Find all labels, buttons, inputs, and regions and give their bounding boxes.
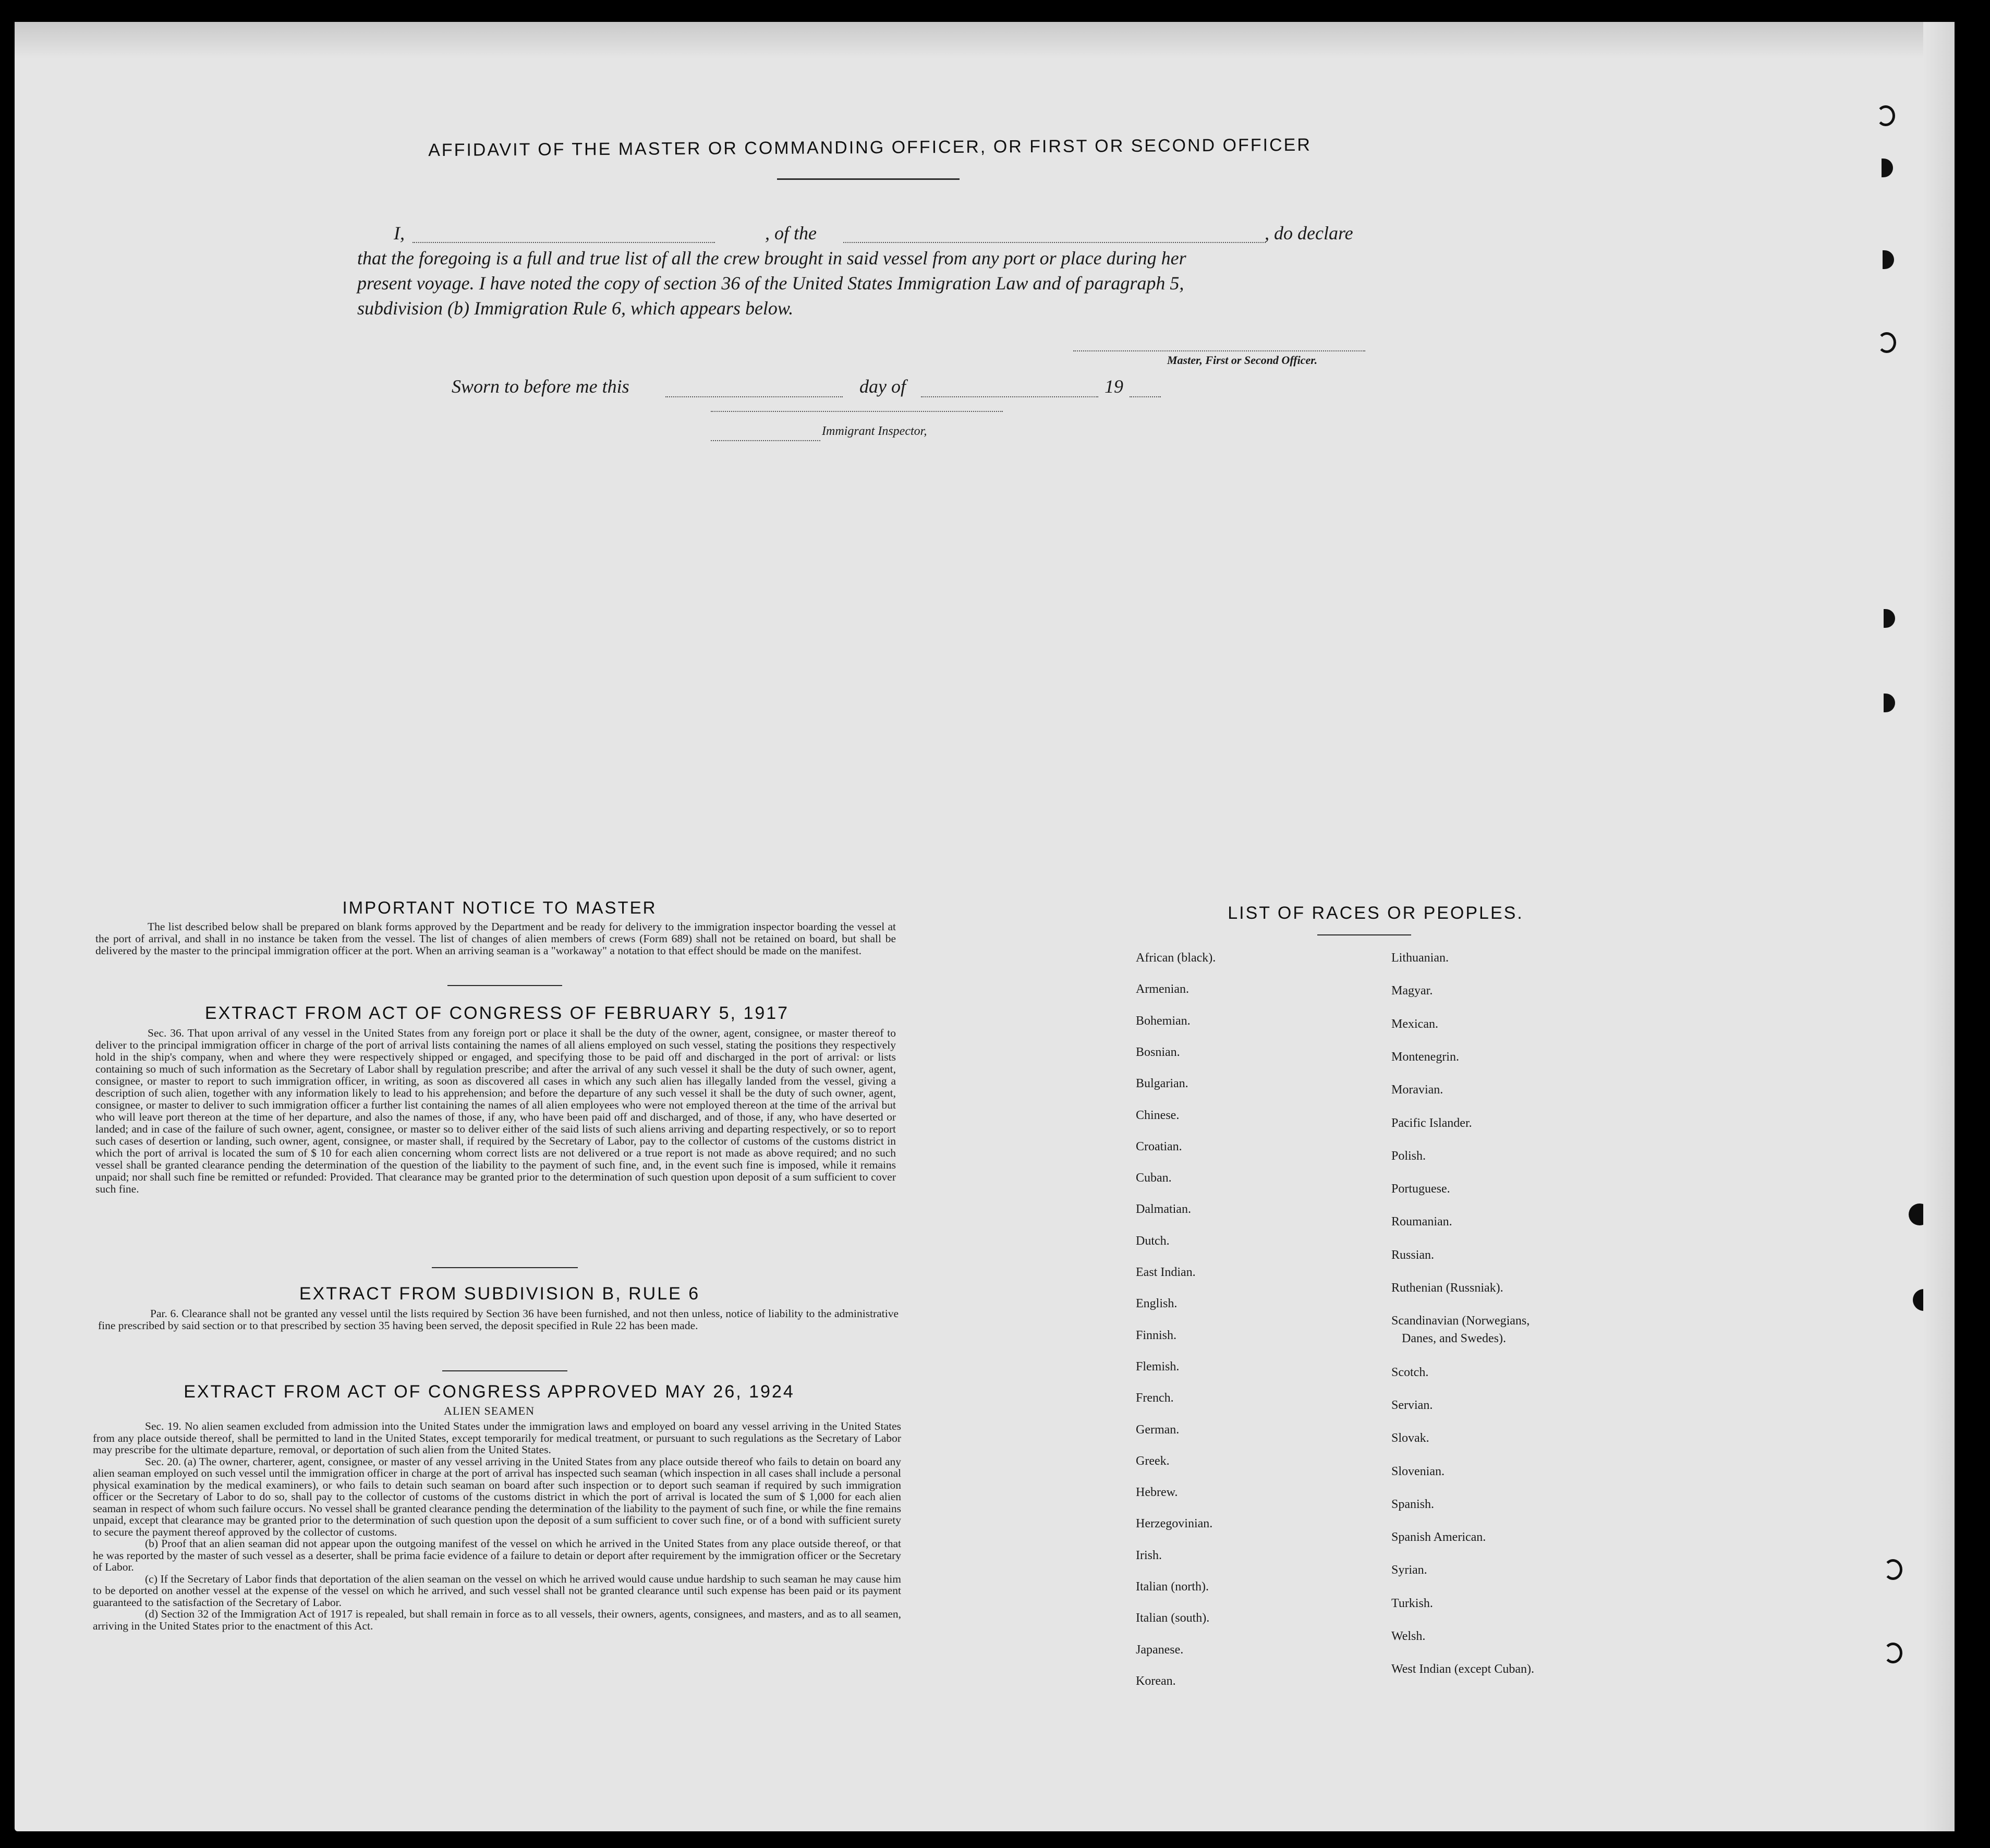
month-blank bbox=[921, 396, 1098, 397]
master-caption: Master, First or Second Officer. bbox=[1167, 354, 1318, 367]
notice-title: IMPORTANT NOTICE TO MASTER bbox=[342, 898, 657, 917]
race-item: Greek. bbox=[1136, 1454, 1170, 1468]
section-20a-paragraph: Sec. 20. (a) The owner, charterer, agent, consignee, or master of any vessel arriving in the United States from any place outside thereof who fails to detain on board any alien seaman employed on such vessel until the immigration officer in charge at the port of arrival has inspected such seaman (which inspection in all cases shall include a personal physical examination by the medical examiners), or who fails to detain such seaman on board after such inspection or to deport such seaman if required by such immigration officer or the Secretary of Labor to do so, shall pay to the collector of customs of the customs district in which the port of arrival is located the sum of $ 1,000 for each alien seaman in respect of whom such failure occurs. No vessel shall be granted clearance pending the determination of the liability to the payment of such fine, or while the fine remains unpaid, except that clearance may be granted prior to the determination of such question upon the deposit of a sum sufficient to cover such fine, or of a bond with sufficient surety to secure the payment thereof approved by the collector of customs. bbox=[93, 1455, 901, 1538]
affidavit-of-the: , of the bbox=[765, 223, 817, 244]
section-19-paragraph: Sec. 19. No alien seamen excluded from admission into the United States under the immigration laws and employed on board any vessel arriving in the United States from any place outside thereof, shall be permitted to land in the United States, except temporarily for medical treatment, or pursuant to such regulations as the Secretary of Labor may prescribe for the ultimate departure, removal, or deportation of such alien from the United States. bbox=[93, 1420, 901, 1456]
inspector-signature-line bbox=[711, 411, 1003, 412]
race-item: Herzegovinian. bbox=[1136, 1517, 1213, 1531]
race-item: Dalmatian. bbox=[1136, 1202, 1191, 1217]
binder-hole-9 bbox=[1884, 1559, 1902, 1580]
race-item: East Indian. bbox=[1136, 1266, 1196, 1279]
binder-hole-4 bbox=[1877, 332, 1896, 353]
race-item: Montenegrin. bbox=[1391, 1050, 1459, 1064]
race-item: Ruthenian (Russniak). bbox=[1391, 1281, 1503, 1295]
race-item: Lithuanian. bbox=[1391, 951, 1449, 965]
inspector-caption: Immigrant Inspector, bbox=[822, 424, 927, 438]
section-20b-paragraph: (b) Proof that an alien seaman did not appear upon the outgoing manifest of the vessel on which he arrived in the United States from any place outside thereof, or that he was reported by the master of such vessel as a deserter, shall be prima facie evidence of a failure to detain or deport after requirement by the immigration officer or the Secretary of Labor. bbox=[93, 1537, 901, 1573]
name-blank bbox=[412, 242, 715, 243]
race-item: Portuguese. bbox=[1391, 1182, 1450, 1196]
binder-hole-8 bbox=[1913, 1289, 1935, 1311]
race-item: Bulgarian. bbox=[1136, 1077, 1188, 1091]
race-item: Irish. bbox=[1136, 1548, 1162, 1562]
binder-hole-7 bbox=[1909, 1203, 1931, 1225]
race-item: Slovenian. bbox=[1391, 1464, 1445, 1478]
binder-hole-6 bbox=[1884, 694, 1895, 712]
affidavit-line-1 bbox=[378, 222, 1385, 245]
race-item: Bosnian. bbox=[1136, 1045, 1180, 1059]
race-item: Finnish. bbox=[1136, 1328, 1177, 1342]
notice-rule bbox=[447, 985, 562, 986]
binder-hole-2 bbox=[1882, 159, 1893, 177]
extract-1924-body bbox=[93, 1420, 901, 1632]
race-item: French. bbox=[1136, 1391, 1174, 1405]
race-item: Pacific Islander. bbox=[1391, 1116, 1472, 1130]
race-item: Japanese. bbox=[1136, 1643, 1184, 1657]
extract-1924-title: EXTRACT FROM ACT OF CONGRESS APPROVED MAY 26, 1924 bbox=[184, 1382, 795, 1402]
section-36-paragraph: Sec. 36. That upon arrival of any vessel in the United States from any foreign port or place it shall be the duty of the owner, agent, consignee, or master thereof to deliver to the principal immigration officer in charge of the port of arrival lists containing the names of all aliens employed on such vessel, stating the positions they respectively hold in the ship's company, when and where they were respectively shipped or engaged, and specifying those to be paid off and discharged in the port of arrival: or lists containing so much of such information as the Secretary of Labor shall by regulation prescribe; and after the arrival of any such vessel it shall be the duty of such owner, agent, consignee, or master to report to such immigration officer, in writing, as soon as discovered all cases in which any such alien has illegally landed from the vessel, giving a description of such alien, together with any information likely to lead to his apprehension; and before the departure of any such vessel it shall be the duty of such owner, agent, consignee, or master to deliver to such immigration officer a further list containing the names of all alien employees who were not employed thereon at the time of the arrival but who will leave port thereon at the time of her departure, and also the names of those, if any, who have been paid off and discharged, and of those, if any, who have deserted or landed; and in case of the failure of such owner, agent, consignee, or master so to deliver either of the said lists of such aliens arriving and departing respectively, or so to report such cases of desertion or landing, such owner, agent, consignee, or master shall, if required by the Secretary of Labor, pay to the collector of customs of the customs district in which the port of arrival is located the sum of $ 10 for each alien concerning whom correct lists are not delivered or a true report is not made as above required; and no such vessel shall be granted clearance pending the determination of the question of the liability to the payment of such fine, and, in the event such fine is imposed, while it remains unpaid; nor shall such fine be remitted or refunded: Provided. That clearance may be granted prior to the determination of such question upon deposit of a sum sufficient to cover such fine. bbox=[95, 1027, 896, 1195]
affidavit-line-2: that the foregoing is a full and true list of all the crew brought in said vessel from any port or place during her bbox=[357, 248, 1186, 269]
race-item: Polish. bbox=[1391, 1149, 1426, 1163]
master-signature-line bbox=[1073, 350, 1365, 351]
race-item: Magyar. bbox=[1391, 984, 1433, 998]
race-item: African (black). bbox=[1136, 951, 1216, 965]
affidavit-title: AFFIDAVIT OF THE MASTER OR COMMANDING OFFICER, OR FIRST OR SECOND OFFICER bbox=[428, 135, 1312, 161]
sworn-text: Sworn to before me this bbox=[452, 376, 629, 397]
day-blank bbox=[665, 396, 843, 397]
year-blank bbox=[1130, 396, 1161, 397]
race-item: Korean. bbox=[1136, 1674, 1176, 1688]
race-item: Armenian. bbox=[1136, 982, 1189, 996]
race-item: Roumanian. bbox=[1391, 1215, 1452, 1229]
race-item: English. bbox=[1136, 1297, 1178, 1311]
sworn-line bbox=[452, 375, 1182, 400]
extract-1917-body bbox=[95, 1027, 896, 1195]
alien-seamen-subtitle: ALIEN SEAMEN bbox=[444, 1404, 535, 1417]
day-of-text: day of bbox=[859, 376, 906, 397]
paragraph-6: Par. 6. Clearance shall not be granted any vessel until the lists required by Section 36 have been furnished, and not then unless, notice of liability to the administrative fine prescribed by said section or to that prescribed by section 35 having been served, the deposit specified in Rule 22 has been made. bbox=[98, 1307, 899, 1332]
race-item: Croatian. bbox=[1136, 1139, 1182, 1153]
race-item: Scandinavian (Norwegians, bbox=[1391, 1314, 1530, 1328]
race-item: Welsh. bbox=[1391, 1630, 1426, 1643]
affidavit-line-3: present voyage. I have noted the copy of section 36 of the United States Immigration Law and of paragraph 5, bbox=[357, 273, 1184, 294]
race-item: Italian (north). bbox=[1136, 1580, 1209, 1594]
race-item: Italian (south). bbox=[1136, 1611, 1210, 1625]
race-item: Spanish American. bbox=[1391, 1530, 1486, 1545]
races-title: LIST OF RACES OR PEOPLES. bbox=[1228, 903, 1524, 923]
race-item: Syrian. bbox=[1391, 1563, 1427, 1577]
vessel-blank bbox=[843, 242, 1266, 243]
race-item: Slovak. bbox=[1391, 1431, 1429, 1445]
race-item: Scotch. bbox=[1391, 1365, 1429, 1379]
race-item: Moravian. bbox=[1391, 1083, 1443, 1097]
race-item: Hebrew. bbox=[1136, 1486, 1178, 1500]
binder-hole-5 bbox=[1884, 609, 1895, 628]
race-item: Dutch. bbox=[1136, 1234, 1170, 1248]
extract-1917-title: EXTRACT FROM ACT OF CONGRESS OF FEBRUARY 5, 1917 bbox=[204, 1003, 790, 1023]
inspector-caption-leader bbox=[711, 440, 820, 441]
section-20c-paragraph: (c) If the Secretary of Labor finds that deportation of the alien seaman on the vessel on which he arrived would cause undue hardship to such seaman he may cause him to be deported on another vessel at the expense of the vessel on which he arrived, and such vessel shall not be granted clearance until such expense has been paid or its payment guaranteed to the satisfaction of the Secretary of Labor. bbox=[93, 1572, 901, 1609]
year-prefix: 19 bbox=[1105, 376, 1123, 397]
race-item: Russian. bbox=[1391, 1248, 1435, 1262]
extract-1917-rule bbox=[432, 1267, 578, 1268]
affidavit-line-4: subdivision (b) Immigration Rule 6, which appears below. bbox=[357, 298, 794, 319]
affidavit-declare: , do declare bbox=[1265, 223, 1353, 244]
section-20d-paragraph: (d) Section 32 of the Immigration Act of 1917 is repealed, but shall remain in force as to all vessels, their owners, agents, consignees, and masters, and as to all seamen, arriving in the United States prior to the enactment of this Act. bbox=[93, 1608, 901, 1632]
notice-paragraph: The list described below shall be prepared on blank forms approved by the Department and be ready for delivery to the immigration inspector boarding the vessel at the port of arrival, and shall in no instance be taken from the vessel. The list of changes of alien members of crews (Form 689) shall not be retained on board, but shall be delivered by the master to the principal immigration officer at the port. When an arriving seaman is a "workaway" a notation to that effect should be made on the manifest. bbox=[95, 920, 896, 957]
rule-6-title: EXTRACT FROM SUBDIVISION B, RULE 6 bbox=[299, 1284, 700, 1304]
race-item: Flemish. bbox=[1136, 1359, 1180, 1373]
race-item: Bohemian. bbox=[1136, 1014, 1191, 1028]
document-page bbox=[15, 22, 1955, 1831]
race-item: Spanish. bbox=[1391, 1497, 1435, 1511]
affidavit-title-rule bbox=[777, 178, 960, 180]
race-item: Cuban. bbox=[1136, 1171, 1172, 1185]
race-item: German. bbox=[1136, 1423, 1180, 1437]
race-item: Mexican. bbox=[1391, 1017, 1438, 1031]
binder-hole-10 bbox=[1884, 1643, 1902, 1663]
race-item: Chinese. bbox=[1136, 1108, 1180, 1122]
binder-hole-1 bbox=[1876, 105, 1895, 126]
rule-6-body bbox=[98, 1308, 899, 1332]
rule-6-rule bbox=[442, 1370, 567, 1371]
race-item: Danes, and Swedes). bbox=[1402, 1331, 1506, 1345]
race-item: Servian. bbox=[1391, 1398, 1433, 1412]
races-title-rule bbox=[1317, 934, 1411, 935]
affidavit-i: I, bbox=[394, 223, 405, 244]
notice-body bbox=[95, 921, 896, 957]
race-item: Turkish. bbox=[1391, 1596, 1433, 1610]
race-item: West Indian (except Cuban). bbox=[1391, 1662, 1534, 1676]
binder-hole-3 bbox=[1883, 250, 1894, 269]
